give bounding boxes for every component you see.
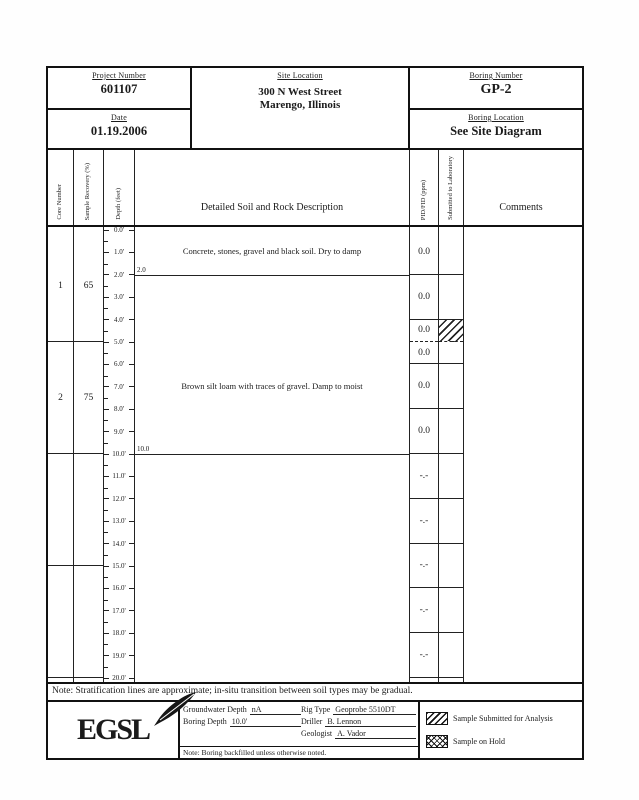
depth-tick	[104, 517, 134, 525]
legend-item-label: Sample on Hold	[453, 737, 505, 746]
depth-tick	[104, 293, 134, 301]
lab-cell	[439, 544, 463, 589]
rig-type-row	[301, 705, 416, 715]
stratification-line	[135, 454, 409, 455]
depth-tick-label: 18.0'	[112, 629, 126, 638]
date-label: Date	[111, 113, 127, 122]
drilling-fields	[180, 702, 418, 741]
core-number-cell: 2	[48, 342, 73, 454]
tick-mark	[129, 409, 134, 410]
pid-value-cell: -.-	[410, 588, 438, 633]
legend-item	[426, 712, 576, 725]
depth-minor-tick	[104, 644, 108, 645]
pid-value-cell: 0.0	[410, 409, 438, 454]
egsl-logo-text: EGSL	[76, 713, 150, 746]
core-number-cell: 1	[48, 230, 73, 342]
core-number-column	[48, 227, 74, 682]
depth-tick	[104, 584, 134, 592]
lab-cell	[439, 364, 463, 409]
stratification-depth-label: 2.0	[137, 265, 146, 274]
depth-minor-tick	[104, 667, 108, 668]
tick-mark	[104, 431, 109, 432]
sample-recovery-cell: 75	[74, 342, 103, 454]
tick-mark	[129, 431, 134, 432]
egsl-logo	[48, 702, 180, 758]
depth-tick-label: 13.0'	[112, 517, 126, 526]
stratification-line	[135, 275, 409, 276]
depth-tick	[104, 271, 134, 279]
tick-mark	[104, 476, 109, 477]
depth-tick	[104, 540, 134, 548]
tick-mark	[104, 610, 109, 611]
depth-tick	[104, 248, 134, 256]
tick-mark	[104, 588, 109, 589]
depth-tick-label: 5.0'	[113, 338, 124, 346]
rig-type-value: Geoprobe 5510DT	[333, 705, 416, 715]
depth-minor-tick	[104, 555, 108, 556]
depth-minor-tick	[104, 264, 108, 265]
header	[48, 68, 582, 150]
tick-mark	[104, 252, 109, 253]
pid-value-cell: 0.0	[410, 275, 438, 320]
depth-minor-tick	[104, 398, 108, 399]
tick-mark	[104, 633, 109, 634]
lab-hatch-cell	[439, 320, 463, 342]
column-header-comments	[464, 150, 578, 225]
depth-tick-label: 16.0'	[112, 584, 126, 593]
driller-label: Driller	[301, 717, 323, 726]
depth-tick	[104, 629, 134, 637]
project-number-value: 601107	[100, 82, 138, 96]
tick-mark	[104, 521, 109, 522]
depth-minor-tick	[104, 443, 108, 444]
depth-tick-label: 19.0'	[112, 651, 126, 660]
depth-tick	[104, 562, 134, 570]
header-boring-cell	[410, 68, 582, 148]
tick-mark	[104, 342, 109, 343]
drilling-fields-right	[301, 705, 416, 741]
column-header-depth	[104, 150, 135, 225]
column-header-lab	[439, 150, 464, 225]
geologist-row	[301, 729, 416, 739]
depth-minor-tick	[104, 241, 108, 242]
driller-value: B. Lennon	[325, 717, 416, 727]
column-header-description	[135, 150, 410, 225]
depth-ruler	[104, 227, 135, 682]
lab-cell	[439, 454, 463, 499]
depth-tick-label: 11.0'	[112, 472, 126, 481]
stratification-depth-label: 10.0	[137, 445, 150, 453]
lab-cell	[439, 499, 463, 544]
tick-mark	[129, 386, 134, 387]
tick-mark	[104, 678, 109, 679]
depth-minor-tick	[104, 331, 108, 332]
rig-type-label: Rig Type	[301, 705, 331, 714]
boring-number-value: GP-2	[480, 82, 512, 97]
depth-minor-tick	[104, 510, 108, 511]
groundwater-depth-row	[183, 705, 301, 715]
sample-recovery-cell: 65	[74, 230, 103, 342]
depth-tick	[104, 428, 134, 436]
boring-location-label: Boring Location	[468, 113, 524, 122]
site-location-label: Site Location	[277, 71, 323, 80]
depth-tick	[104, 316, 134, 324]
tick-mark	[104, 454, 109, 455]
comments-header-label: Comments	[499, 202, 543, 213]
tick-mark	[129, 364, 134, 365]
comments-column	[464, 227, 578, 682]
depth-tick-label: 8.0'	[113, 405, 124, 414]
depth-tick-label: 0.0'	[113, 226, 124, 234]
boring-depth-row	[183, 717, 301, 727]
date-block	[48, 108, 190, 148]
tick-mark	[104, 386, 109, 387]
depth-minor-tick	[104, 488, 108, 489]
legend	[420, 702, 582, 758]
column-headers	[48, 150, 582, 227]
depth-tick-label: 15.0'	[112, 562, 126, 570]
legend-item-label: Sample Submitted for Analysis	[453, 714, 553, 723]
lab-cell	[439, 342, 463, 364]
depth-tick	[104, 652, 134, 660]
header-project-cell	[48, 68, 192, 148]
tick-mark	[104, 230, 109, 231]
lab-cell	[439, 409, 463, 454]
pid-value-cell: -.-	[410, 499, 438, 544]
lab-cell	[439, 230, 463, 275]
description-header-label: Detailed Soil and Rock Description	[200, 202, 344, 213]
sample-recovery-header-label: Sample Recovery (%)	[84, 162, 92, 220]
depth-tick	[104, 405, 134, 413]
tick-mark	[129, 543, 134, 544]
backfill-note: Note: Boring backfilled unless otherwise noted.	[180, 746, 418, 758]
depth-tick	[104, 472, 134, 480]
tick-mark	[129, 252, 134, 253]
depth-tick-label: 12.0'	[112, 494, 126, 503]
site-location-block	[192, 68, 408, 112]
lab-cell	[439, 633, 463, 678]
groundwater-depth-value: nA	[250, 705, 301, 715]
depth-minor-tick	[104, 577, 108, 578]
legend-item	[426, 735, 576, 748]
depth-tick	[104, 338, 134, 346]
tick-mark	[129, 566, 134, 567]
depth-tick	[104, 495, 134, 503]
tick-mark	[104, 274, 109, 275]
depth-tick-label: 3.0'	[113, 293, 124, 302]
tick-mark	[129, 610, 134, 611]
depth-tick	[104, 607, 134, 615]
depth-tick-label: 2.0'	[113, 270, 124, 279]
footer	[48, 702, 582, 758]
column-header-pid	[410, 150, 439, 225]
cross-hatch-swatch	[426, 735, 448, 748]
tick-mark	[104, 655, 109, 656]
depth-tick-label: 4.0'	[113, 315, 124, 324]
site-location-line1: 300 N West Street	[258, 86, 342, 98]
depth-minor-tick	[104, 600, 108, 601]
geologist-label: Geologist	[301, 729, 333, 738]
driller-row	[301, 717, 416, 727]
pid-value-cell: 0.0	[410, 364, 438, 409]
depth-tick	[104, 674, 134, 682]
tick-mark	[129, 230, 134, 231]
date-value: 01.19.2006	[90, 124, 148, 138]
depth-minor-tick	[104, 353, 108, 354]
column-header-core-number	[48, 150, 74, 225]
groundwater-depth-label: Groundwater Depth	[183, 705, 247, 714]
tick-mark	[129, 588, 134, 589]
sample-recovery-cell	[74, 566, 103, 678]
pid-value-cell: 0.0	[410, 342, 438, 364]
core-number-cell	[48, 454, 73, 566]
tick-mark	[129, 476, 134, 477]
tick-mark	[104, 566, 109, 567]
pid-value-cell: 0.0	[410, 230, 438, 275]
depth-minor-tick	[104, 286, 108, 287]
depth-tick	[104, 450, 134, 458]
column-header-sample-recovery	[74, 150, 104, 225]
lab-column	[439, 227, 464, 682]
tick-mark	[104, 498, 109, 499]
stratification-note: Note: Stratification lines are approximate; in-situ transition between soil types may be gradual.	[48, 684, 582, 702]
boring-location-value: See Site Diagram	[450, 124, 542, 138]
log-body	[48, 227, 582, 684]
lab-cell	[439, 588, 463, 633]
depth-tick	[104, 360, 134, 368]
geologist-value: A. Vador	[335, 729, 416, 739]
tick-mark	[104, 297, 109, 298]
boring-depth-value: 10.0'	[230, 717, 301, 727]
pid-value-cell: -.-	[410, 454, 438, 499]
tick-mark	[129, 342, 134, 343]
lab-cell	[439, 275, 463, 320]
tick-mark	[129, 319, 134, 320]
depth-minor-tick	[104, 376, 108, 377]
tick-mark	[129, 297, 134, 298]
tick-mark	[129, 633, 134, 634]
depth-minor-tick	[104, 532, 108, 533]
depth-minor-tick	[104, 465, 108, 466]
tick-mark	[104, 543, 109, 544]
depth-header-label: Depth (feet)	[114, 188, 122, 220]
diagonal-hatch-swatch	[426, 712, 448, 725]
project-number-block	[48, 68, 190, 108]
depth-tick-label: 10.0'	[112, 450, 126, 458]
drilling-fields-left	[183, 705, 301, 741]
boring-depth-label: Boring Depth	[183, 717, 227, 726]
tick-mark	[104, 319, 109, 320]
pid-value-cell: -.-	[410, 544, 438, 589]
depth-tick-label: 6.0'	[113, 360, 124, 369]
drilling-info-box	[180, 702, 420, 758]
header-site-cell	[192, 68, 410, 148]
project-number-label: Project Number	[92, 71, 146, 80]
tick-mark	[129, 274, 134, 275]
site-location-address	[258, 86, 342, 112]
pid-column	[410, 227, 439, 682]
pid-value-cell: -.-	[410, 633, 438, 678]
boring-log-document	[46, 66, 584, 760]
soil-description: Brown silt loam with traces of gravel. Damp to moist	[181, 380, 363, 391]
boring-number-label: Boring Number	[469, 71, 523, 80]
pid-header-label: PID/FID (ppm)	[419, 179, 427, 220]
lab-header-label: Submitted to Laboratory	[446, 156, 454, 220]
tick-mark	[129, 498, 134, 499]
pid-value-cell: 0.0	[410, 320, 438, 342]
tick-mark	[104, 364, 109, 365]
depth-tick-label: 17.0'	[112, 606, 126, 615]
description-column	[135, 227, 410, 682]
boring-location-block	[410, 108, 582, 148]
sample-recovery-cell	[74, 454, 103, 566]
tick-mark	[129, 521, 134, 522]
depth-tick-label: 20.0'	[112, 674, 126, 682]
depth-minor-tick	[104, 420, 108, 421]
depth-tick-label: 7.0'	[113, 382, 124, 391]
sample-recovery-column	[74, 227, 104, 682]
site-location-line2: Marengo, Illinois	[259, 99, 341, 111]
depth-minor-tick	[104, 308, 108, 309]
core-number-header-label: Core Number	[56, 184, 64, 220]
depth-tick-label: 1.0'	[113, 248, 124, 257]
boring-number-block	[410, 68, 582, 108]
tick-mark	[104, 409, 109, 410]
depth-tick	[104, 226, 134, 234]
depth-tick-label: 9.0'	[113, 427, 124, 436]
depth-tick	[104, 383, 134, 391]
tick-mark	[129, 454, 134, 455]
tick-mark	[129, 678, 134, 679]
depth-minor-tick	[104, 622, 108, 623]
soil-description: Concrete, stones, gravel and black soil. Dry to damp	[182, 246, 362, 257]
tick-mark	[129, 655, 134, 656]
depth-tick-label: 14.0'	[112, 539, 126, 548]
core-number-cell	[48, 566, 73, 678]
